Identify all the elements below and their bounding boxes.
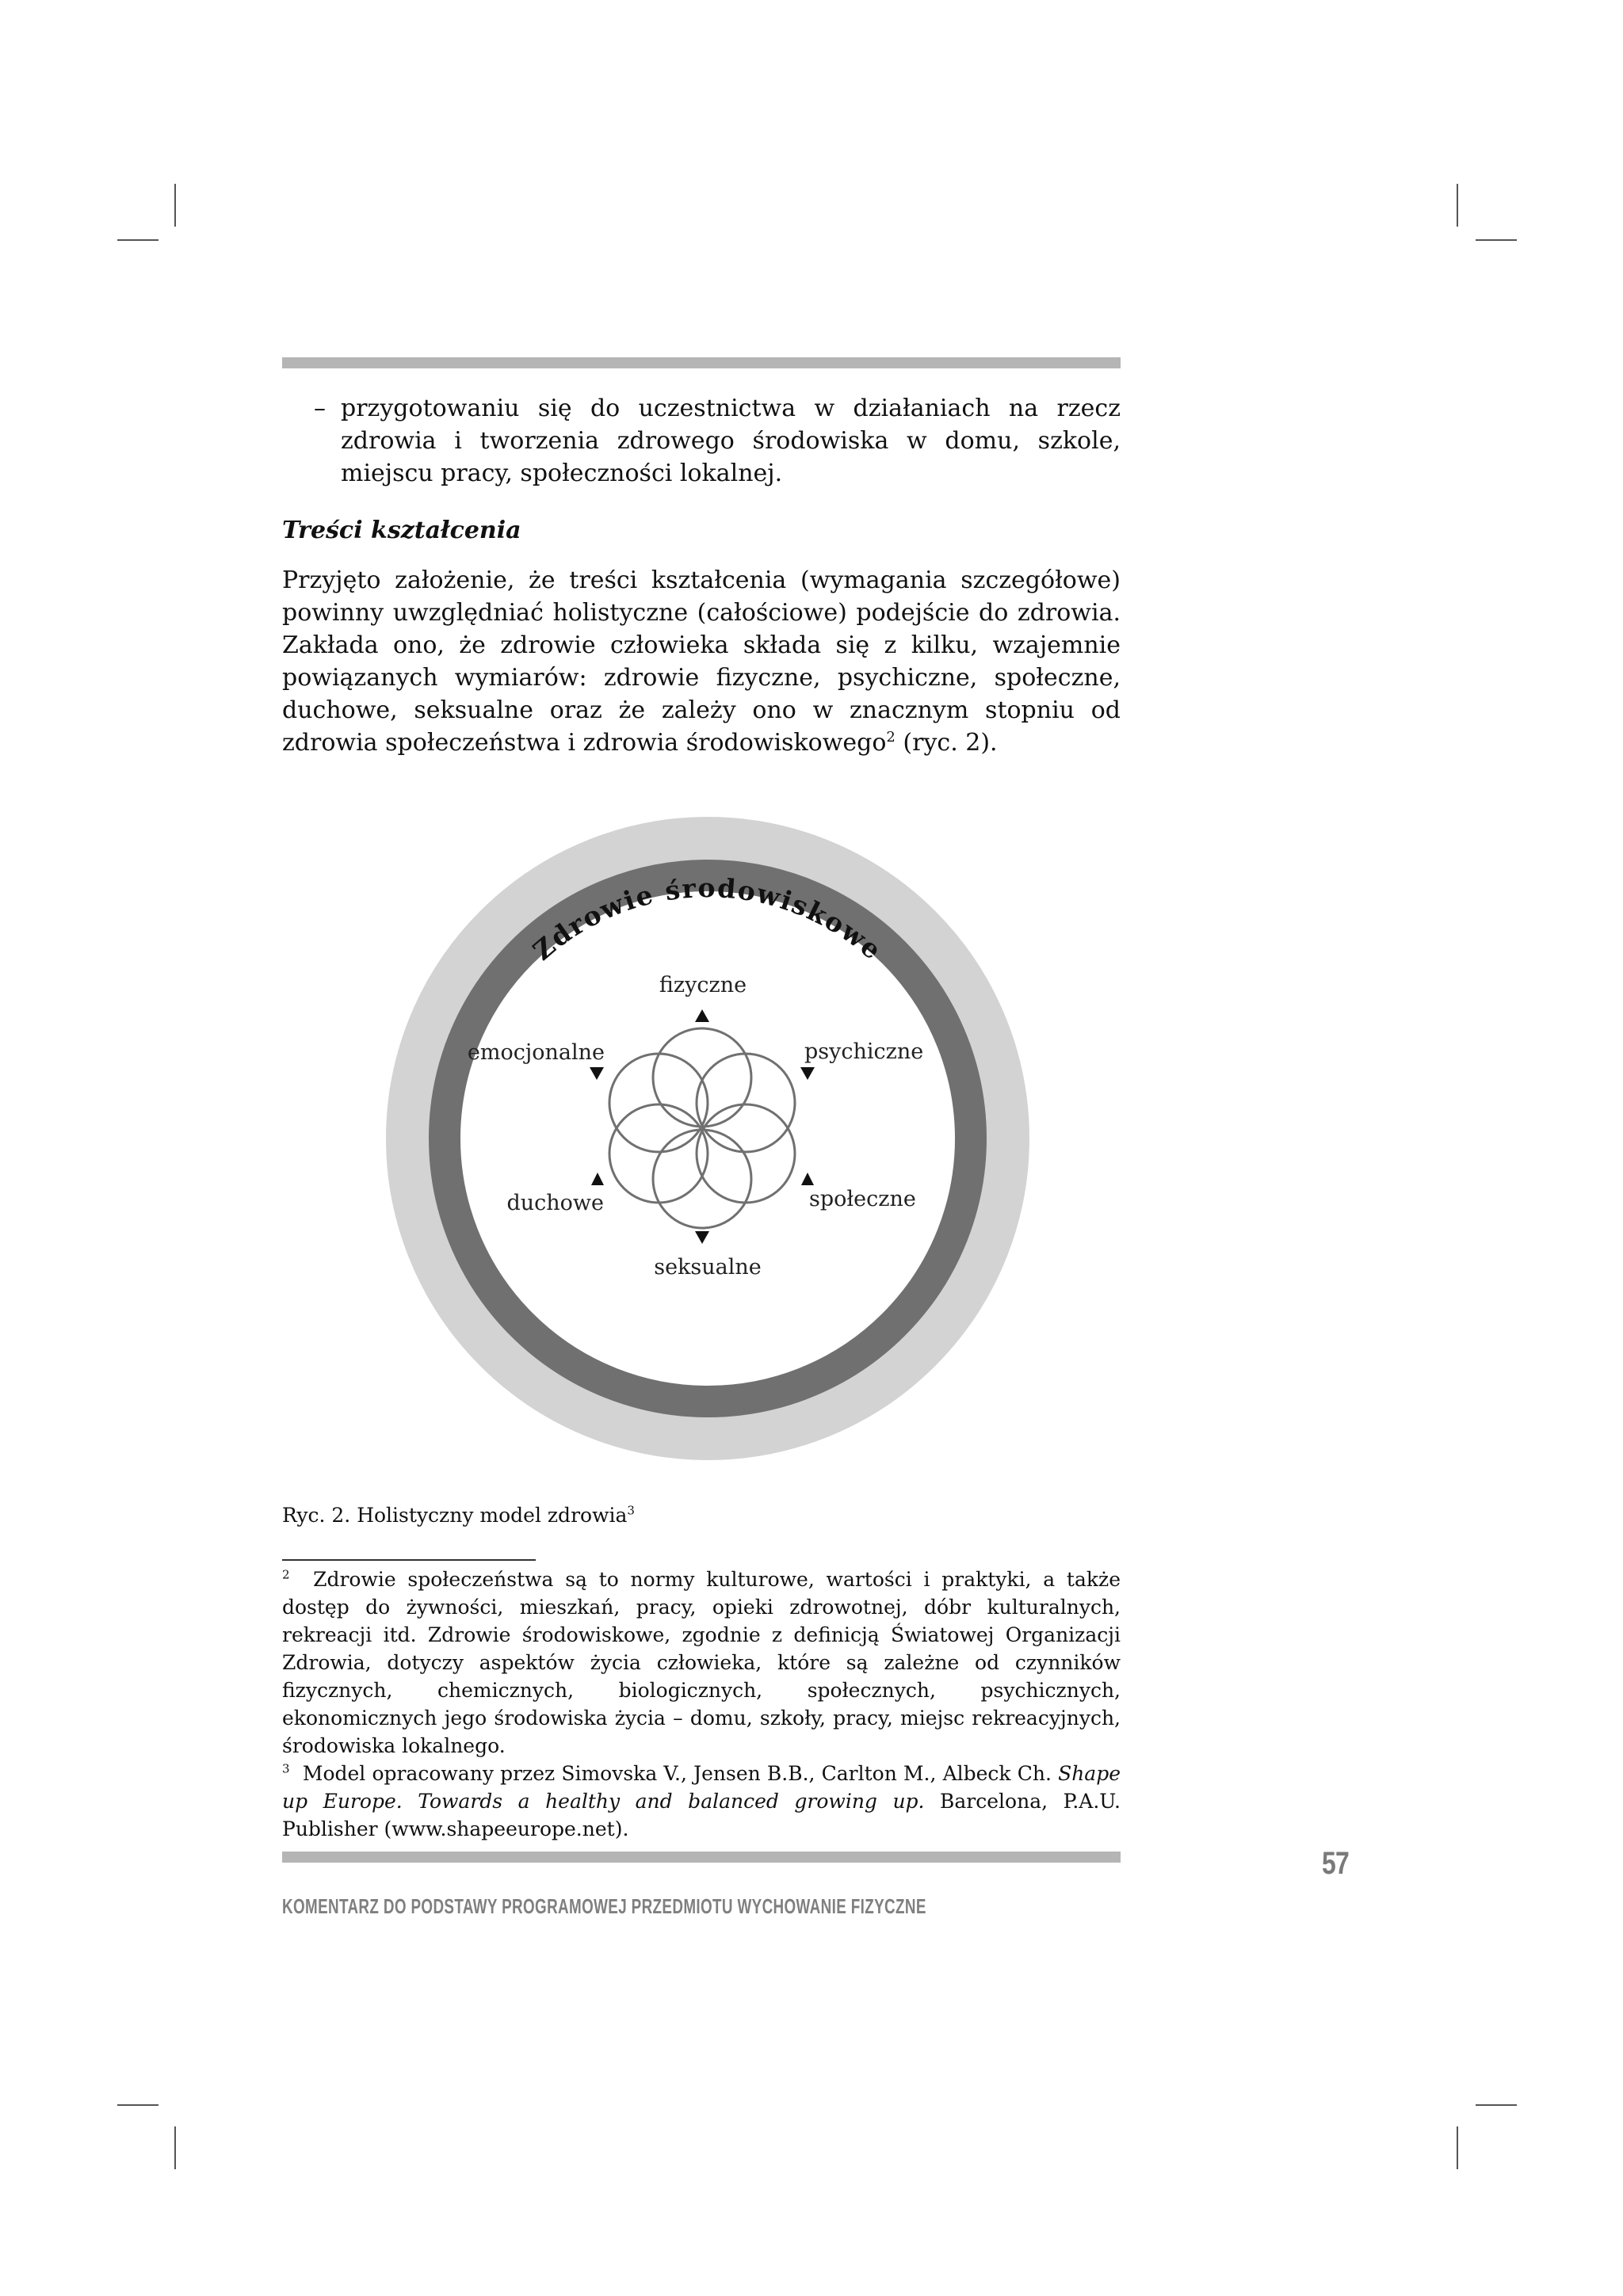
bullet-item [314,392,1121,490]
footnote-number: 2 [282,1567,290,1582]
inner-ring [445,875,971,1402]
label-psychiczne: psychiczne [804,1039,924,1064]
footnote-3 [282,1760,1121,1843]
inner-ring-label: Zdrowie społeczeństwa [527,902,888,1008]
section-title: Treści kształcenia [282,517,521,544]
arrow-duchowe [591,1173,604,1185]
crop-mark-bottom-right [1457,2126,1458,2169]
footnote-2 [282,1566,1121,1760]
label-seksualne: seksualne [654,1255,762,1280]
page-number: 57 [1322,1846,1349,1881]
crop-mark-bottom-right [1476,2104,1517,2106]
crop-mark-bottom-left [174,2126,176,2169]
circle-emocjonalne [609,1054,708,1152]
arrow-emocjonalne [590,1067,604,1080]
crop-mark-top-left [117,239,158,241]
overlapping-circles [609,1028,795,1228]
footnote-text: Zdrowie społeczeństwa są to normy kulturowe, wartości i praktyki, a także dostęp do żywności, mieszkań, pracy, opieki zdrowotnej, dóbr kulturalnych, rekreacji itd. Zdrowie środowiskowe, zgodnie z definicją Światowej Organizacji Zdrowia, dotyczy aspektów życia człowieka, które są zależne od czynników fizycznych, chemicznych, biologicznych, społecznych, psychicznych, ekonomicznych jego środowiska życia – domu, szkoły, pracy, miejsc rekreacyjnych, środowiska lokalnego. [282,1568,1121,1757]
arrow-spoleczne [801,1173,814,1185]
figure-caption [282,1504,635,1527]
arrow-fizyczne [695,1009,709,1022]
footer-rule [282,1852,1121,1863]
crop-mark-top-right [1476,239,1517,241]
footnote-text-after: Barcelona, P.A.U. Publisher (www.shapeeurope.net). [282,1790,1121,1840]
circle-fizyczne [653,1028,751,1127]
header-rule [282,357,1121,368]
circle-seksualne [653,1130,751,1228]
footnote-book-title: Shape up Europe. Towards a healthy and balanced growing up. [282,1762,1121,1813]
crop-mark-top-left [174,184,176,227]
footnote-number: 3 [282,1761,290,1776]
body-paragraph [282,564,1121,759]
diagram-svg [377,808,1038,1469]
crop-mark-bottom-left [117,2104,158,2106]
bullet-dash: – [314,395,326,422]
arrow-psychiczne [800,1067,815,1080]
arrow-seksualne [695,1231,709,1244]
paragraph-text: Przyjęto założenie, że treści kształcenia (wymagania szczegółowe) powinny uwzględniać holistyczne (całościowe) podejście do zdrowia. Zakłada ono, że zdrowie człowieka składa się z kilku, wzajemnie powiązanych wymiarów: zdrowie fizyczne, psychiczne, społeczne, duchowe, seksualne oraz że zależy ono w znacznym stopniu od zdrowia społeczeństwa i zdrowia środowiskowego [282,566,1121,757]
label-emocjonalne: emocjonalne [467,1040,605,1065]
footnote-text: Model opracowany przez Simovska V., Jensen B.B., Carlton M., Albeck Ch. [302,1762,1059,1785]
circle-psychiczne [697,1054,795,1152]
footnote-separator [282,1559,536,1561]
circle-duchowe [609,1104,708,1203]
crop-mark-top-right [1457,184,1458,227]
paragraph-tail: (ryc. 2). [895,729,998,757]
bullet-text: przygotowaniu się do uczestnictwa w działaniach na rzecz zdrowia i tworzenia zdrowego środowiska w domu, szkole, miejscu pracy, społeczności lokalnej. [341,395,1121,487]
caption-text: Ryc. 2. Holistyczny model zdrowia [282,1504,628,1527]
footer-title: KOMENTARZ DO PODSTAWY PROGRAMOWEJ PRZEDMIOTU WYCHOWANIE FIZYCZNE [282,1894,926,1918]
label-spoleczne: społeczne [809,1187,916,1211]
footnote-ref: 2 [886,729,896,746]
circle-spoleczne [697,1104,795,1203]
outer-ring-label: Zdrowie środowiskowe [526,872,889,967]
label-fizyczne: fizyczne [659,973,747,997]
caption-footnote-ref: 3 [627,1503,635,1518]
holistic-health-diagram [377,808,1038,1469]
footnotes [282,1566,1121,1843]
label-duchowe: duchowe [506,1191,604,1215]
